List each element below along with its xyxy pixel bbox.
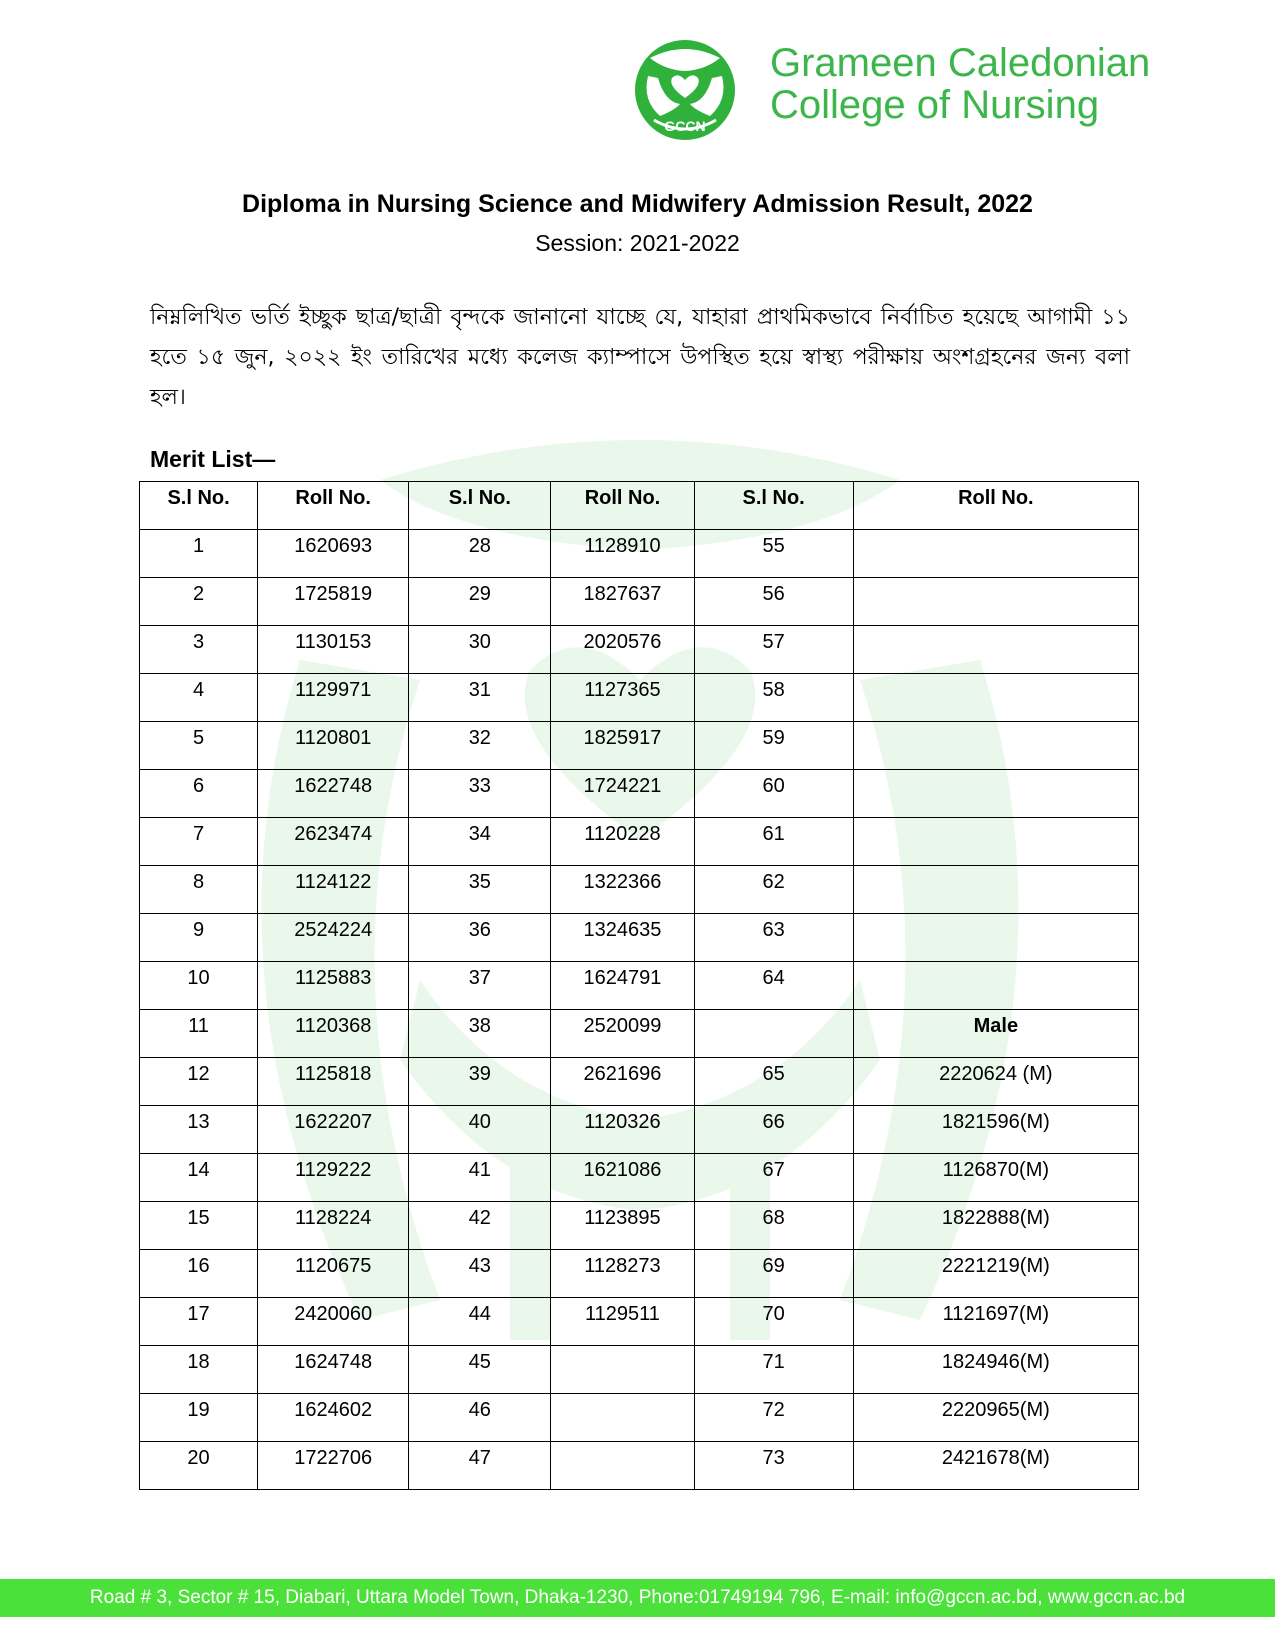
sl-cell: 35 <box>409 866 551 914</box>
sl-cell: 47 <box>409 1442 551 1490</box>
sl-cell: 11 <box>140 1010 258 1058</box>
page-header <box>630 38 1190 148</box>
sl-cell: 60 <box>694 770 853 818</box>
table-row <box>140 1346 1139 1394</box>
roll-cell: 2220965(M) <box>853 1394 1138 1442</box>
roll-cell: 1127365 <box>551 674 694 722</box>
sl-cell: 62 <box>694 866 853 914</box>
sl-cell: 66 <box>694 1106 853 1154</box>
sl-cell: 37 <box>409 962 551 1010</box>
roll-cell: Male <box>853 1010 1138 1058</box>
sl-cell: 72 <box>694 1394 853 1442</box>
roll-cell: 1624602 <box>258 1394 409 1442</box>
notice-paragraph: নিম্নলিখিত ভর্তি ইচ্ছুক ছাত্র/ছাত্রী বৃন্দকে জানানো যাচ্ছে যে, যাহারা প্রাথমিকভাবে নির্বাচিত হয়েছে আগামী ১১ হতে ১৫ জুন, ২০২২ ইং তারিখের মধ্যে কলেজ ক্যাম্পাসে উপস্থিত হয়ে স্বাস্থ্য পরীক্ষায় অংশগ্রহনের জন্য বলা হল। <box>150 305 1130 410</box>
sl-cell: 3 <box>140 626 258 674</box>
footer-address: Road # 3, Sector # 15, Diabari, Uttara Model Town, Dhaka-1230, Phone:01749194 796, E-mail: info@gccn.ac.bd, www.gccn.ac.bd <box>0 1579 1275 1617</box>
merit-table-body <box>140 530 1139 1490</box>
gccn-logo-icon <box>630 38 740 140</box>
sl-cell <box>694 1010 853 1058</box>
sl-cell: 13 <box>140 1106 258 1154</box>
roll-cell: 1725819 <box>258 578 409 626</box>
sl-cell: 46 <box>409 1394 551 1442</box>
table-row <box>140 962 1139 1010</box>
roll-cell: 2524224 <box>258 914 409 962</box>
roll-cell: 1120801 <box>258 722 409 770</box>
roll-cell: 1620693 <box>258 530 409 578</box>
table-header-row <box>140 482 1139 530</box>
table-row <box>140 1106 1139 1154</box>
sl-cell: 45 <box>409 1346 551 1394</box>
table-row <box>140 1394 1139 1442</box>
sl-cell: 18 <box>140 1346 258 1394</box>
roll-cell: 1822888(M) <box>853 1202 1138 1250</box>
sl-cell: 58 <box>694 674 853 722</box>
roll-cell: 2220624 (M) <box>853 1058 1138 1106</box>
sl-cell: 9 <box>140 914 258 962</box>
sl-cell: 4 <box>140 674 258 722</box>
sl-cell: 34 <box>409 818 551 866</box>
sl-cell: 59 <box>694 722 853 770</box>
sl-cell: 6 <box>140 770 258 818</box>
roll-cell: 1624748 <box>258 1346 409 1394</box>
roll-cell <box>853 818 1138 866</box>
table-row <box>140 626 1139 674</box>
sl-cell: 41 <box>409 1154 551 1202</box>
sl-cell: 39 <box>409 1058 551 1106</box>
roll-cell: 1322366 <box>551 866 694 914</box>
sl-cell: 15 <box>140 1202 258 1250</box>
sl-cell: 1 <box>140 530 258 578</box>
roll-cell: 1123895 <box>551 1202 694 1250</box>
sl-cell: 43 <box>409 1250 551 1298</box>
roll-cell: 1126870(M) <box>853 1154 1138 1202</box>
roll-cell: 1722706 <box>258 1442 409 1490</box>
roll-cell: 2020576 <box>551 626 694 674</box>
roll-cell: 1724221 <box>551 770 694 818</box>
sl-cell: 67 <box>694 1154 853 1202</box>
roll-cell: 1128273 <box>551 1250 694 1298</box>
roll-cell: 1124122 <box>258 866 409 914</box>
roll-cell <box>853 530 1138 578</box>
sl-cell: 44 <box>409 1298 551 1346</box>
roll-cell: 2623474 <box>258 818 409 866</box>
table-row <box>140 1154 1139 1202</box>
table-row <box>140 1010 1139 1058</box>
sl-cell: 33 <box>409 770 551 818</box>
table-row <box>140 914 1139 962</box>
sl-cell: 8 <box>140 866 258 914</box>
roll-cell: 1129222 <box>258 1154 409 1202</box>
roll-cell <box>551 1442 694 1490</box>
roll-cell <box>853 578 1138 626</box>
roll-cell <box>853 866 1138 914</box>
roll-cell: 1121697(M) <box>853 1298 1138 1346</box>
sl-cell: 71 <box>694 1346 853 1394</box>
roll-cell: 1120326 <box>551 1106 694 1154</box>
table-row <box>140 674 1139 722</box>
sl-cell: 70 <box>694 1298 853 1346</box>
merit-list-label: Merit List— <box>150 446 276 472</box>
sl-cell: 56 <box>694 578 853 626</box>
roll-cell: 1622748 <box>258 770 409 818</box>
roll-cell: 1120228 <box>551 818 694 866</box>
roll-cell: 1624791 <box>551 962 694 1010</box>
table-row <box>140 578 1139 626</box>
sl-cell: 57 <box>694 626 853 674</box>
roll-cell: 1622207 <box>258 1106 409 1154</box>
roll-cell: 1821596(M) <box>853 1106 1138 1154</box>
table-row <box>140 818 1139 866</box>
sl-cell: 36 <box>409 914 551 962</box>
roll-cell: 2420060 <box>258 1298 409 1346</box>
table-row <box>140 1250 1139 1298</box>
table-row <box>140 1298 1139 1346</box>
roll-cell <box>853 914 1138 962</box>
sl-cell: 42 <box>409 1202 551 1250</box>
college-name-line1: Grameen Caledonian <box>770 41 1151 85</box>
roll-cell <box>551 1346 694 1394</box>
sl-cell: 63 <box>694 914 853 962</box>
roll-cell <box>853 962 1138 1010</box>
college-name-line2: College of Nursing <box>770 83 1100 127</box>
college-name <box>770 42 1150 126</box>
table-row <box>140 1202 1139 1250</box>
sl-cell: 55 <box>694 530 853 578</box>
roll-cell: 2621696 <box>551 1058 694 1106</box>
sl-cell: 40 <box>409 1106 551 1154</box>
sl-cell: 29 <box>409 578 551 626</box>
sl-cell: 31 <box>409 674 551 722</box>
merit-table <box>139 481 1139 1490</box>
logo-text: GCCN <box>664 118 706 134</box>
sl-cell: 2 <box>140 578 258 626</box>
roll-cell: 1129511 <box>551 1298 694 1346</box>
sl-cell: 19 <box>140 1394 258 1442</box>
roll-cell: 1827637 <box>551 578 694 626</box>
sl-cell: 65 <box>694 1058 853 1106</box>
roll-cell: 1125818 <box>258 1058 409 1106</box>
roll-cell: 1129971 <box>258 674 409 722</box>
roll-cell: 2520099 <box>551 1010 694 1058</box>
table-row <box>140 770 1139 818</box>
sl-cell: 28 <box>409 530 551 578</box>
sl-cell: 61 <box>694 818 853 866</box>
table-row <box>140 722 1139 770</box>
roll-cell: 1128224 <box>258 1202 409 1250</box>
roll-cell <box>853 722 1138 770</box>
sl-cell: 68 <box>694 1202 853 1250</box>
roll-cell: 1324635 <box>551 914 694 962</box>
roll-cell <box>551 1394 694 1442</box>
session-line: Session: 2021-2022 <box>535 230 740 256</box>
roll-cell: 1130153 <box>258 626 409 674</box>
sl-cell: 16 <box>140 1250 258 1298</box>
roll-cell <box>853 674 1138 722</box>
header-sl-2: S.l No. <box>409 482 551 530</box>
sl-cell: 64 <box>694 962 853 1010</box>
sl-cell: 69 <box>694 1250 853 1298</box>
roll-cell: 1824946(M) <box>853 1346 1138 1394</box>
roll-cell: 1621086 <box>551 1154 694 1202</box>
table-row <box>140 530 1139 578</box>
roll-cell: 1128910 <box>551 530 694 578</box>
sl-cell: 10 <box>140 962 258 1010</box>
sl-cell: 14 <box>140 1154 258 1202</box>
header-roll-1: Roll No. <box>258 482 409 530</box>
roll-cell: 1120368 <box>258 1010 409 1058</box>
header-sl-3: S.l No. <box>694 482 853 530</box>
sl-cell: 73 <box>694 1442 853 1490</box>
roll-cell: 1120675 <box>258 1250 409 1298</box>
sl-cell: 30 <box>409 626 551 674</box>
roll-cell: 1825917 <box>551 722 694 770</box>
document-title: Diploma in Nursing Science and Midwifery Admission Result, 2022 <box>242 190 1033 218</box>
roll-cell <box>853 626 1138 674</box>
sl-cell: 32 <box>409 722 551 770</box>
sl-cell: 5 <box>140 722 258 770</box>
header-roll-3: Roll No. <box>853 482 1138 530</box>
roll-cell: 2221219(M) <box>853 1250 1138 1298</box>
sl-cell: 20 <box>140 1442 258 1490</box>
header-sl-1: S.l No. <box>140 482 258 530</box>
header-roll-2: Roll No. <box>551 482 694 530</box>
roll-cell <box>853 770 1138 818</box>
table-row <box>140 1058 1139 1106</box>
table-row <box>140 1442 1139 1490</box>
sl-cell: 12 <box>140 1058 258 1106</box>
table-row <box>140 866 1139 914</box>
sl-cell: 7 <box>140 818 258 866</box>
roll-cell: 2421678(M) <box>853 1442 1138 1490</box>
sl-cell: 38 <box>409 1010 551 1058</box>
roll-cell: 1125883 <box>258 962 409 1010</box>
sl-cell: 17 <box>140 1298 258 1346</box>
